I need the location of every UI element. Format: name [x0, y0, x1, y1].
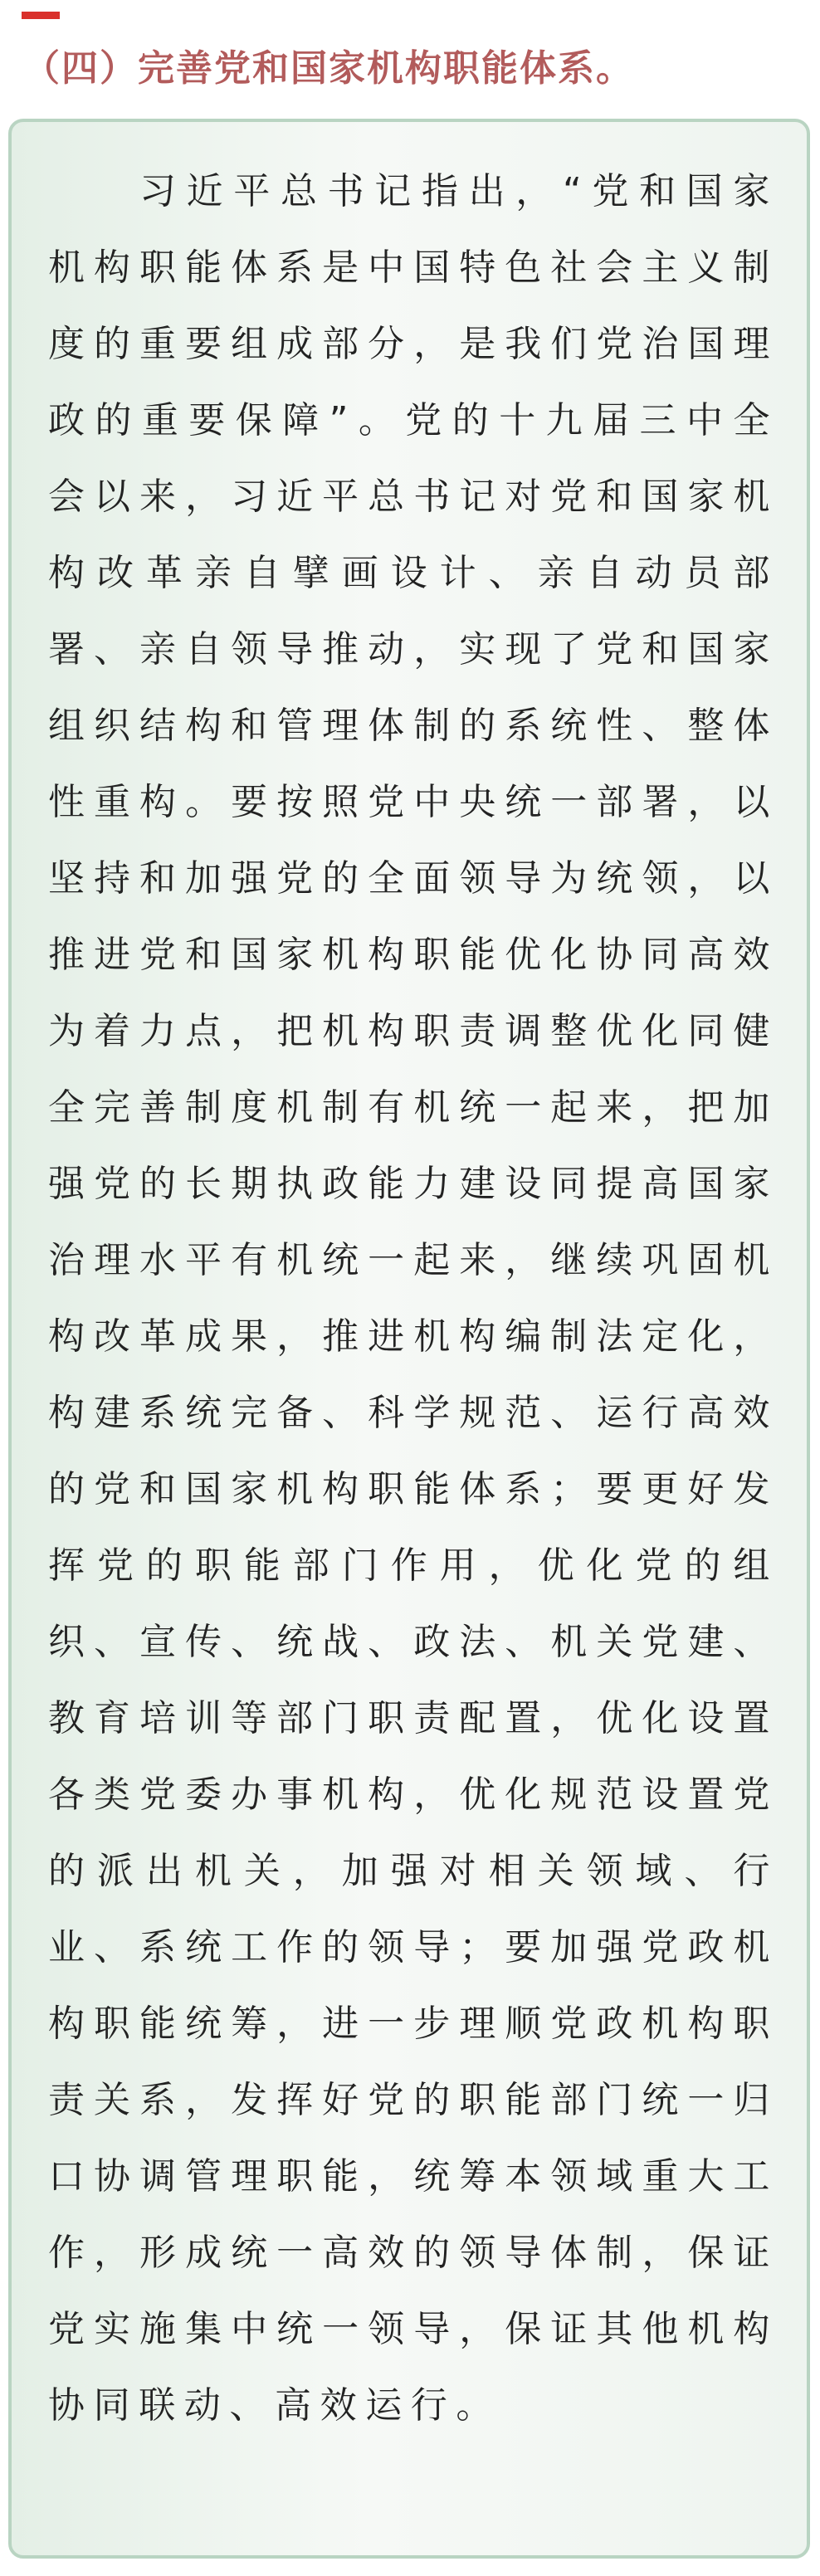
- section-title: （四）完善党和国家机构职能体系。: [23, 47, 634, 90]
- accent-bar: [22, 12, 60, 19]
- content-box: [8, 119, 810, 2559]
- body-paragraph: 习近平总书记指出，“党和国家机构职能体系是中国特色社会主义制度的重要组成部分，是我们党治国理政的重要保障”。党的十九届三中全会以来，习近平总书记对党和国家机构改革亲自擘画设计、亲自动员部署、亲自领导推动，实现了党和国家组织结构和管理体制的系统性、整体性重构。要按照党中央统一部署，以坚持和加强党的全面领导为统领，以推进党和国家机构职能优化协同高效为着力点，把机构职责调整优化同健全完善制度机制有机统一起来，把加强党的长期执政能力建设同提高国家治理水平有机统一起来，继续巩固机构改革成果，推进机构编制法定化，构建系统完备、科学规范、运行高效的党和国家机构职能体系；要更好发挥党的职能部门作用，优化党的组织、宣传、统战、政法、机关党建、教育培训等部门职责配置，优化设置各类党委办事机构，优化规范设置党的派出机关，加强对相关领域、行业、系统工作的领导；要加强党政机构职能统筹，进一步理顺党政机构职责关系，发挥好党的职能部门统一归口协调管理职能，统筹本领域重大工作，形成统一高效的领导体制，保证党实施集中统一领导，保证其他机构协同联动、高效运行。: [48, 170, 779, 2427]
